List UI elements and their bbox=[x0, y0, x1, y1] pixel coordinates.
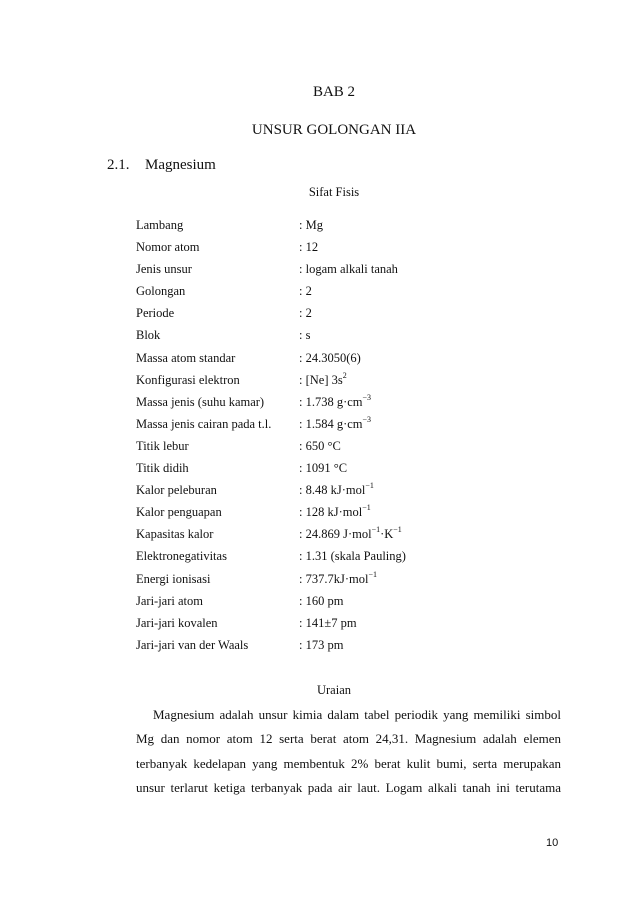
property-value-superscript: 2 bbox=[342, 370, 347, 380]
property-label: Massa atom standar bbox=[136, 350, 236, 365]
property-row bbox=[136, 216, 576, 238]
property-value-superscript: −1 bbox=[368, 569, 377, 579]
property-value-text: : 141±7 pm bbox=[299, 615, 357, 630]
property-row bbox=[136, 503, 576, 525]
property-value-text: : 173 pm bbox=[299, 637, 344, 652]
property-label: Kalor peleburan bbox=[136, 483, 217, 498]
paragraph-line: unsur terlarut ketiga terbanyak pada air laut. Logam alkali tanah ini terutama bbox=[136, 780, 561, 796]
description-heading: Uraian bbox=[316, 683, 351, 697]
property-row bbox=[136, 304, 576, 326]
property-row bbox=[136, 349, 576, 371]
property-label: Titik didih bbox=[136, 461, 189, 476]
property-value bbox=[299, 371, 347, 393]
property-value-text: : 24.869 J·mol bbox=[299, 527, 372, 542]
property-value-text: : 24.3050(6) bbox=[299, 350, 361, 365]
property-value-text: : 2 bbox=[299, 284, 312, 299]
property-row bbox=[136, 260, 576, 282]
property-value-text: : 128 kJ·mol bbox=[299, 505, 363, 520]
physical-properties-list bbox=[136, 216, 576, 658]
property-value bbox=[299, 636, 343, 658]
paragraph-line: terbanyak kedelapan yang membentuk 2% berat kulit bumi, serta merupakan bbox=[136, 755, 561, 771]
property-row bbox=[136, 547, 576, 569]
property-row bbox=[136, 592, 576, 614]
property-value bbox=[299, 481, 374, 503]
section-number: 2.1. bbox=[107, 157, 130, 173]
property-label: Golongan bbox=[136, 284, 186, 299]
property-row bbox=[136, 393, 576, 415]
property-value-text: : 1.738 g·cm bbox=[299, 394, 363, 409]
property-value-text: : s bbox=[299, 328, 311, 343]
property-label: Jari-jari van der Waals bbox=[136, 637, 249, 652]
property-value-text: : 1091 °C bbox=[299, 461, 348, 476]
property-value-superscript: −1 bbox=[365, 481, 374, 491]
property-value-unit: ·K bbox=[380, 527, 394, 542]
property-value-superscript: −1 bbox=[371, 525, 381, 535]
property-value-text: : logam alkali tanah bbox=[299, 262, 398, 277]
property-value bbox=[299, 415, 371, 437]
property-value bbox=[299, 260, 398, 282]
property-label: Kapasitas kalor bbox=[136, 527, 214, 542]
property-value bbox=[299, 614, 357, 636]
property-label: Kalor penguapan bbox=[136, 505, 222, 520]
physical-properties-heading: Sifat Fisis bbox=[308, 185, 360, 199]
property-value-text: : 650 °C bbox=[299, 438, 341, 453]
property-value-text: : 160 pm bbox=[299, 593, 344, 608]
property-value-text: : 1.584 g·cm bbox=[299, 416, 363, 431]
property-label: Jari-jari kovalen bbox=[136, 615, 218, 630]
property-row bbox=[136, 415, 576, 437]
property-value bbox=[299, 326, 310, 348]
property-row bbox=[136, 326, 576, 348]
section-heading bbox=[107, 157, 216, 174]
property-row bbox=[136, 437, 576, 459]
property-value bbox=[299, 216, 323, 238]
property-label: Nomor atom bbox=[136, 240, 200, 255]
property-row bbox=[136, 525, 576, 547]
property-value bbox=[299, 592, 343, 614]
property-label: Jari-jari atom bbox=[136, 593, 203, 608]
property-value bbox=[299, 570, 377, 592]
chapter-title: UNSUR GOLONGAN IIA bbox=[251, 122, 417, 138]
property-label: Massa jenis (suhu kamar) bbox=[136, 394, 265, 409]
property-value-superscript: −3 bbox=[362, 392, 372, 402]
property-value-superscript: −1 bbox=[362, 503, 371, 513]
property-label: Konfigurasi elektron bbox=[136, 372, 240, 387]
property-value bbox=[299, 503, 371, 525]
property-value bbox=[299, 393, 371, 415]
property-value bbox=[299, 525, 402, 547]
property-value-text: : 1.31 (skala Pauling) bbox=[299, 549, 406, 564]
property-label: Elektronegativitas bbox=[136, 549, 227, 564]
property-row bbox=[136, 238, 576, 260]
property-row bbox=[136, 481, 576, 503]
description-paragraph bbox=[136, 705, 561, 803]
paragraph-line: Magnesium adalah unsur kimia dalam tabel periodik yang memiliki simbol bbox=[153, 707, 561, 722]
property-value-text: : 2 bbox=[299, 306, 312, 321]
property-value-text: : 8.48 kJ·mol bbox=[299, 483, 366, 498]
paragraph-line: Mg dan nomor atom 12 serta berat atom 24,31. Magnesium adalah elemen bbox=[136, 731, 561, 747]
section-title: Magnesium bbox=[145, 157, 216, 173]
property-label: Periode bbox=[136, 306, 175, 321]
property-row bbox=[136, 636, 576, 658]
property-row bbox=[136, 282, 576, 304]
property-value bbox=[299, 238, 318, 260]
property-label: Lambang bbox=[136, 218, 184, 232]
property-value bbox=[299, 304, 312, 326]
property-value-superscript: −3 bbox=[362, 414, 372, 424]
property-value-superscript: −1 bbox=[393, 525, 402, 535]
property-row bbox=[136, 371, 576, 393]
property-label: Energi ionisasi bbox=[136, 571, 211, 586]
property-label: Blok bbox=[136, 328, 161, 343]
property-row bbox=[136, 614, 576, 636]
property-row bbox=[136, 459, 576, 481]
property-value-text: : 12 bbox=[299, 240, 319, 255]
property-row bbox=[136, 570, 576, 592]
property-value-text: : Mg bbox=[299, 218, 323, 232]
property-label: Titik lebur bbox=[136, 438, 189, 453]
property-value-text: : 737.7kJ·mol bbox=[299, 571, 369, 586]
chapter-label: BAB 2 bbox=[312, 84, 356, 100]
property-value bbox=[299, 282, 312, 304]
property-value-text: : [Ne] 3s bbox=[299, 372, 343, 387]
property-value bbox=[299, 459, 347, 481]
property-label: Massa jenis cairan pada t.l. bbox=[136, 416, 272, 431]
property-value bbox=[299, 547, 406, 569]
property-label: Jenis unsur bbox=[136, 262, 192, 277]
property-value bbox=[299, 437, 341, 459]
property-value bbox=[299, 349, 361, 371]
page-number: 10 bbox=[546, 837, 559, 849]
